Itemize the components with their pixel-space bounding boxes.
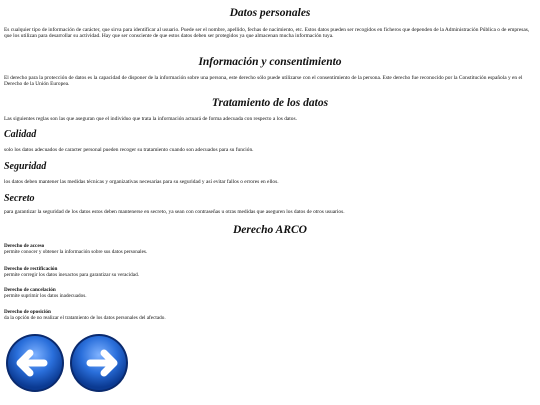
- forward-arrow-icon: [68, 332, 130, 394]
- forward-button[interactable]: [68, 332, 130, 394]
- arco-item-desc: permite suprimir los datos inadecuados.: [4, 293, 87, 299]
- arco-item-title: Derecho de acceso: [4, 243, 45, 249]
- arco-item: [4, 243, 534, 255]
- tratamiento-intro: Las siguientes reglas son las que aseguran que el individuo que trata la información actuará de forma adecuada con respecto a los datos.: [4, 116, 297, 122]
- consentimiento-text: El derecho para la protección de datos es la capacidad de disponer de la información sobre una persona, este derecho sólo puede utilizarse con el consentimiento de la persona. Este derecho fue reconocido por la Constitución española y en el Derecho de la Unión Europea.: [4, 75, 523, 88]
- navigation-bar: [4, 332, 134, 398]
- datos-personales-text: Es cualquier tipo de información de carácter, que sirva para identificar al usuario. Puede ser el nombre, apellido, fechas de nacimiento, etc. Estos datos pueden ser recogidos en ficheros que dependen de la Administración Pública o de empresas, que los utilizan para desarrollar su actividad. Hay que ser consciente de que estos datos deben ser protegidos ya que almacenan mucha información tuya.: [4, 27, 530, 40]
- back-arrow-icon: [4, 332, 66, 394]
- arco-heading: Derecho ARCO: [232, 224, 307, 236]
- calidad-text: solo los datos adecuados de caracter personal pueden recoger su tratamiento cuando son adecuados para su función.: [4, 147, 254, 153]
- arco-item: [4, 309, 534, 321]
- tratamiento-heading: Tratamiento de los datos: [211, 97, 329, 109]
- back-button[interactable]: [4, 332, 66, 394]
- arco-item: [4, 287, 534, 299]
- datos-personales-heading: Datos personales: [229, 7, 311, 19]
- secreto-text: para garantizar la seguridad de los datos estos deben mantenerse en secreto, ya sean con contraseñas u otras medidas que aseguren los datos de otros usuarios.: [4, 209, 345, 215]
- calidad-heading: Calidad: [4, 129, 37, 140]
- secreto-heading: Secreto: [4, 193, 35, 204]
- seguridad-text: los datos deben mantener las medidas técnicas y organizativas necesarias para su seguridad y así evitar fallos o errores en ellos.: [4, 179, 279, 185]
- arco-item-title: Derecho de rectificación: [4, 266, 58, 272]
- arco-item: [4, 266, 534, 278]
- arco-item-title: Derecho de oposición: [4, 309, 51, 315]
- consentimiento-heading: Información y consentimiento: [198, 56, 342, 68]
- arco-item-title: Derecho de cancelación: [4, 287, 56, 293]
- arco-item-desc: da la opción de no realizar el tratamiento de los datos personales del afectado.: [4, 315, 166, 321]
- arco-item-desc: permite conocer y obtener la información sobre sus datos personales.: [4, 249, 148, 255]
- arco-item-desc: permite corregir los datos inexactos para garantizar su veracidad.: [4, 272, 139, 278]
- seguridad-heading: Seguridad: [4, 161, 47, 172]
